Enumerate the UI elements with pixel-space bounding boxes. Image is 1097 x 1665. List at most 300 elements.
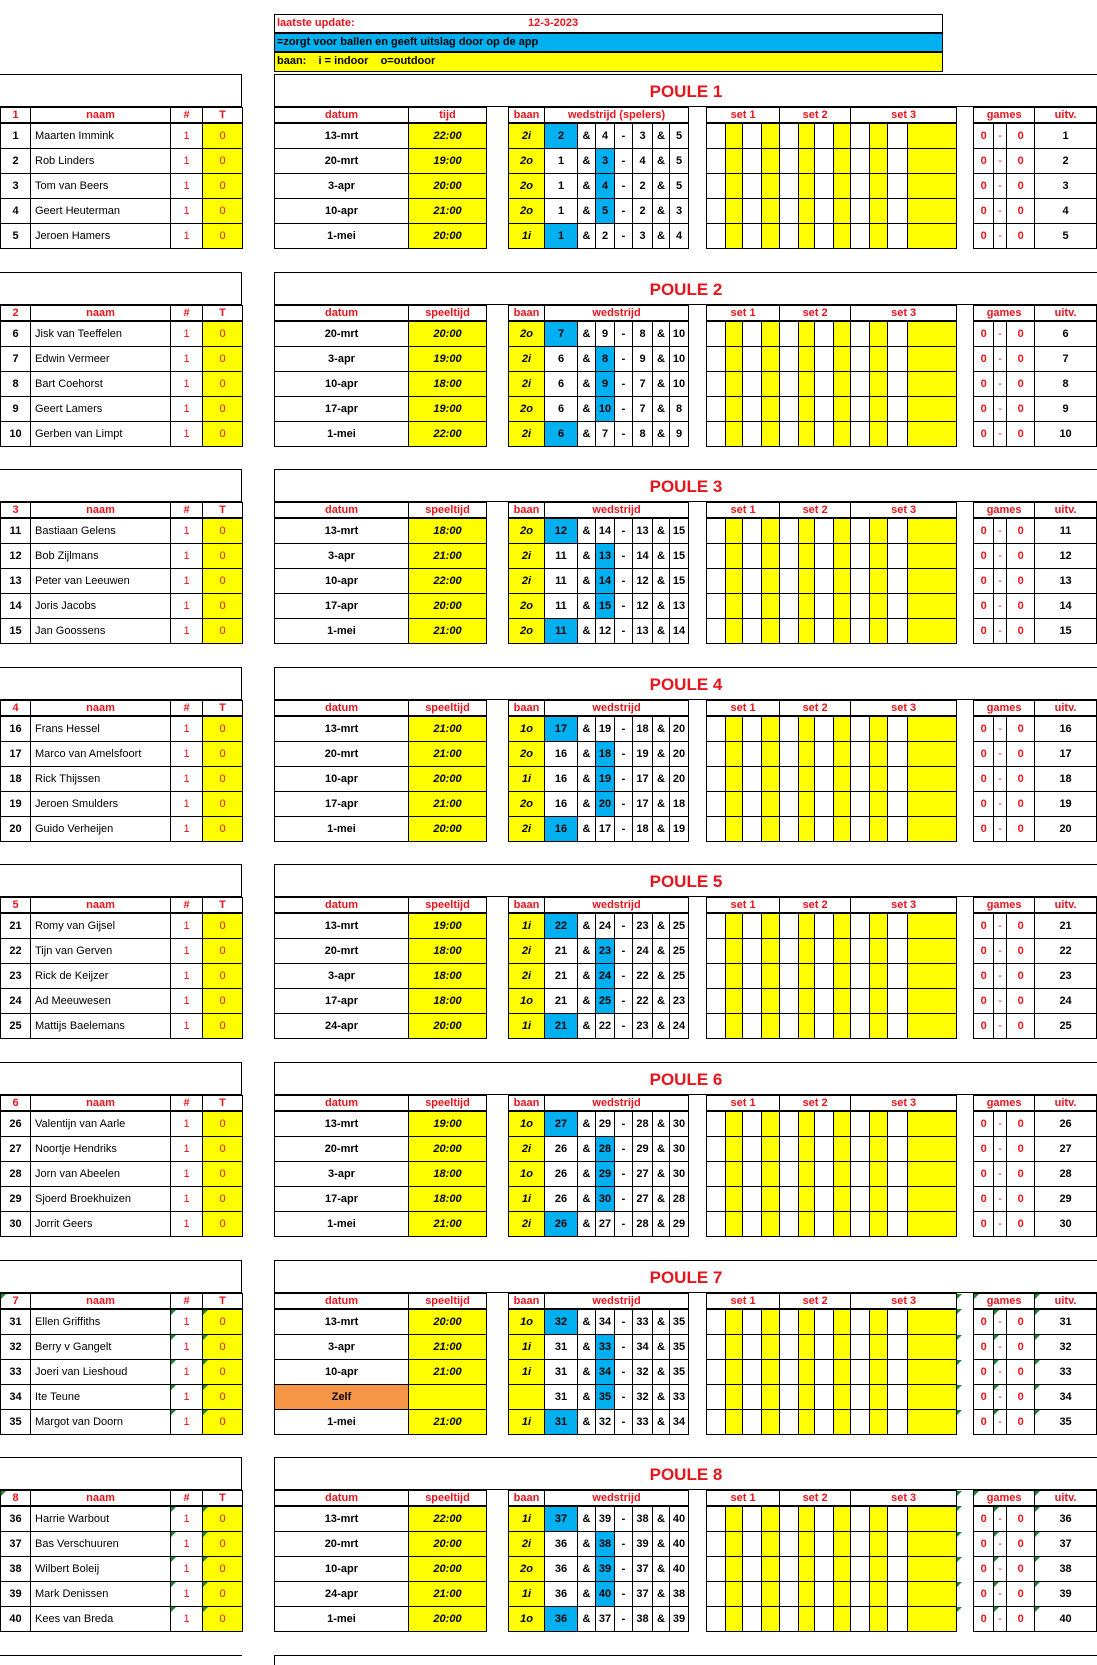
set-2-score-a[interactable] bbox=[799, 1532, 815, 1557]
player-t[interactable]: 0 bbox=[203, 817, 243, 842]
player-name[interactable]: Bart Coehorst bbox=[31, 372, 171, 397]
player-name[interactable]: Noortje Hendriks bbox=[31, 1137, 171, 1162]
set-1-score-a[interactable] bbox=[726, 569, 743, 594]
set-2-score-a[interactable] bbox=[799, 913, 815, 939]
player-nr[interactable]: 1 bbox=[171, 1187, 203, 1212]
match-date[interactable]: 17-apr bbox=[275, 397, 409, 422]
player-t[interactable]: 0 bbox=[203, 1385, 243, 1410]
match-court[interactable]: 1i bbox=[509, 1360, 545, 1385]
player-nr[interactable]: 1 bbox=[171, 397, 203, 422]
set-1-score-a[interactable] bbox=[726, 1309, 743, 1335]
set-2-score-a[interactable] bbox=[799, 742, 815, 767]
set-2-score-a[interactable] bbox=[799, 1212, 815, 1237]
set-3-score-a[interactable] bbox=[870, 347, 888, 372]
set-3-score-b[interactable] bbox=[908, 1360, 957, 1385]
match-date[interactable]: 1-mei bbox=[275, 1212, 409, 1237]
set-2-score-a[interactable] bbox=[799, 372, 815, 397]
player-nr[interactable]: 1 bbox=[171, 939, 203, 964]
match-time[interactable]: 21:00 bbox=[409, 1212, 487, 1237]
player-name[interactable]: Romy van Gijsel bbox=[31, 913, 171, 939]
player-nr[interactable]: 1 bbox=[171, 347, 203, 372]
set-3-score-b[interactable] bbox=[908, 1309, 957, 1335]
set-1-score-a[interactable] bbox=[726, 964, 743, 989]
set-1-score-a[interactable] bbox=[726, 1360, 743, 1385]
set-1-score-a[interactable] bbox=[726, 149, 743, 174]
player-name[interactable]: Wilbert Boleij bbox=[31, 1557, 171, 1582]
set-3-score-b[interactable] bbox=[908, 964, 957, 989]
player-t[interactable]: 0 bbox=[203, 913, 243, 939]
match-date[interactable]: 20-mrt bbox=[275, 321, 409, 347]
player-name[interactable]: Sjoerd Broekhuizen bbox=[31, 1187, 171, 1212]
match-time[interactable]: 19:00 bbox=[409, 1111, 487, 1137]
player-nr[interactable]: 1 bbox=[171, 1410, 203, 1435]
match-court[interactable]: 1i bbox=[509, 1335, 545, 1360]
set-2-score-b[interactable] bbox=[834, 544, 851, 569]
match-court[interactable]: 2o bbox=[509, 174, 545, 199]
match-court[interactable]: 2i bbox=[509, 347, 545, 372]
match-time[interactable]: 20:00 bbox=[409, 817, 487, 842]
match-time[interactable]: 18:00 bbox=[409, 372, 487, 397]
set-1-score-a[interactable] bbox=[726, 1506, 743, 1532]
set-2-score-b[interactable] bbox=[834, 989, 851, 1014]
match-time[interactable]: 18:00 bbox=[409, 1162, 487, 1187]
match-time[interactable]: 19:00 bbox=[409, 347, 487, 372]
match-date[interactable]: 20-mrt bbox=[275, 742, 409, 767]
set-1-score-a[interactable] bbox=[726, 397, 743, 422]
set-2-score-a[interactable] bbox=[799, 594, 815, 619]
set-2-score-b[interactable] bbox=[834, 1410, 851, 1435]
player-name[interactable]: Jeroen Hamers bbox=[31, 224, 171, 249]
set-3-score-b[interactable] bbox=[908, 817, 957, 842]
set-3-score-b[interactable] bbox=[908, 569, 957, 594]
match-date[interactable]: 13-mrt bbox=[275, 913, 409, 939]
set-2-score-b[interactable] bbox=[834, 1385, 851, 1410]
set-1-score-b[interactable] bbox=[762, 123, 780, 149]
set-1-score-b[interactable] bbox=[762, 1532, 780, 1557]
match-date[interactable]: 1-mei bbox=[275, 1607, 409, 1632]
set-3-score-b[interactable] bbox=[908, 1137, 957, 1162]
set-3-score-b[interactable] bbox=[908, 1335, 957, 1360]
player-nr[interactable]: 1 bbox=[171, 1212, 203, 1237]
match-court[interactable]: 1i bbox=[509, 767, 545, 792]
set-1-score-a[interactable] bbox=[726, 199, 743, 224]
set-3-score-b[interactable] bbox=[908, 422, 957, 447]
set-2-score-a[interactable] bbox=[799, 1385, 815, 1410]
set-1-score-a[interactable] bbox=[726, 123, 743, 149]
set-1-score-a[interactable] bbox=[726, 767, 743, 792]
set-3-score-a[interactable] bbox=[870, 321, 888, 347]
set-3-score-a[interactable] bbox=[870, 792, 888, 817]
set-1-score-a[interactable] bbox=[726, 224, 743, 249]
match-date[interactable]: 17-apr bbox=[275, 989, 409, 1014]
set-3-score-a[interactable] bbox=[870, 1582, 888, 1607]
set-3-score-a[interactable] bbox=[870, 1506, 888, 1532]
set-2-score-b[interactable] bbox=[834, 174, 851, 199]
set-2-score-a[interactable] bbox=[799, 989, 815, 1014]
set-2-score-a[interactable] bbox=[799, 1309, 815, 1335]
match-court[interactable]: 2i bbox=[509, 1532, 545, 1557]
set-3-score-a[interactable] bbox=[870, 594, 888, 619]
match-date[interactable]: 20-mrt bbox=[275, 1137, 409, 1162]
player-t[interactable]: 0 bbox=[203, 1607, 243, 1632]
set-3-score-b[interactable] bbox=[908, 939, 957, 964]
set-1-score-a[interactable] bbox=[726, 792, 743, 817]
player-t[interactable]: 0 bbox=[203, 1137, 243, 1162]
match-court[interactable]: 2o bbox=[509, 518, 545, 544]
set-3-score-b[interactable] bbox=[908, 518, 957, 544]
match-date[interactable]: 20-mrt bbox=[275, 1532, 409, 1557]
player-nr[interactable]: 1 bbox=[171, 594, 203, 619]
player-name[interactable]: Marco van Amelsfoort bbox=[31, 742, 171, 767]
set-1-score-a[interactable] bbox=[726, 716, 743, 742]
set-1-score-b[interactable] bbox=[762, 619, 780, 644]
match-court[interactable]: 1o bbox=[509, 1309, 545, 1335]
set-1-score-a[interactable] bbox=[726, 1335, 743, 1360]
set-3-score-a[interactable] bbox=[870, 1187, 888, 1212]
player-t[interactable]: 0 bbox=[203, 594, 243, 619]
set-2-score-b[interactable] bbox=[834, 1582, 851, 1607]
set-3-score-b[interactable] bbox=[908, 1111, 957, 1137]
set-2-score-a[interactable] bbox=[799, 1582, 815, 1607]
set-1-score-a[interactable] bbox=[726, 913, 743, 939]
set-1-score-a[interactable] bbox=[726, 1137, 743, 1162]
match-time[interactable]: 18:00 bbox=[409, 964, 487, 989]
set-3-score-b[interactable] bbox=[908, 742, 957, 767]
match-court[interactable]: 1i bbox=[509, 224, 545, 249]
match-date[interactable]: 3-apr bbox=[275, 544, 409, 569]
match-court[interactable]: 1i bbox=[509, 913, 545, 939]
set-3-score-a[interactable] bbox=[870, 1212, 888, 1237]
player-t[interactable]: 0 bbox=[203, 422, 243, 447]
match-court[interactable]: 2i bbox=[509, 544, 545, 569]
set-1-score-b[interactable] bbox=[762, 1309, 780, 1335]
set-1-score-b[interactable] bbox=[762, 372, 780, 397]
set-1-score-b[interactable] bbox=[762, 767, 780, 792]
set-2-score-b[interactable] bbox=[834, 1111, 851, 1137]
player-name[interactable]: Kees van Breda bbox=[31, 1607, 171, 1632]
match-court[interactable]: 2o bbox=[509, 321, 545, 347]
match-date[interactable]: 3-apr bbox=[275, 964, 409, 989]
match-court[interactable] bbox=[509, 1385, 545, 1410]
set-1-score-b[interactable] bbox=[762, 594, 780, 619]
set-3-score-a[interactable] bbox=[870, 1111, 888, 1137]
set-3-score-a[interactable] bbox=[870, 1532, 888, 1557]
player-t[interactable]: 0 bbox=[203, 1111, 243, 1137]
set-2-score-a[interactable] bbox=[799, 422, 815, 447]
set-2-score-a[interactable] bbox=[799, 1187, 815, 1212]
set-2-score-a[interactable] bbox=[799, 1506, 815, 1532]
set-1-score-a[interactable] bbox=[726, 1162, 743, 1187]
set-2-score-b[interactable] bbox=[834, 397, 851, 422]
set-1-score-a[interactable] bbox=[726, 347, 743, 372]
set-1-score-a[interactable] bbox=[726, 544, 743, 569]
set-2-score-b[interactable] bbox=[834, 1137, 851, 1162]
player-nr[interactable]: 1 bbox=[171, 792, 203, 817]
set-1-score-a[interactable] bbox=[726, 742, 743, 767]
set-3-score-a[interactable] bbox=[870, 569, 888, 594]
player-t[interactable]: 0 bbox=[203, 321, 243, 347]
match-date[interactable]: 13-mrt bbox=[275, 1111, 409, 1137]
match-time[interactable]: 18:00 bbox=[409, 1187, 487, 1212]
player-t[interactable]: 0 bbox=[203, 1557, 243, 1582]
match-time[interactable]: 21:00 bbox=[409, 619, 487, 644]
player-nr[interactable]: 1 bbox=[171, 964, 203, 989]
set-2-score-a[interactable] bbox=[799, 1360, 815, 1385]
set-2-score-a[interactable] bbox=[799, 1137, 815, 1162]
set-3-score-b[interactable] bbox=[908, 594, 957, 619]
match-court[interactable]: 2i bbox=[509, 964, 545, 989]
player-name[interactable]: Mattijs Baelemans bbox=[31, 1014, 171, 1039]
player-nr[interactable]: 1 bbox=[171, 1532, 203, 1557]
player-t[interactable]: 0 bbox=[203, 1162, 243, 1187]
player-nr[interactable]: 1 bbox=[171, 518, 203, 544]
player-t[interactable]: 0 bbox=[203, 1360, 243, 1385]
set-1-score-b[interactable] bbox=[762, 544, 780, 569]
set-1-score-b[interactable] bbox=[762, 1111, 780, 1137]
player-t[interactable]: 0 bbox=[203, 1309, 243, 1335]
set-2-score-b[interactable] bbox=[834, 817, 851, 842]
set-3-score-a[interactable] bbox=[870, 149, 888, 174]
set-2-score-b[interactable] bbox=[834, 1360, 851, 1385]
set-1-score-b[interactable] bbox=[762, 569, 780, 594]
match-court[interactable]: 1o bbox=[509, 716, 545, 742]
set-1-score-b[interactable] bbox=[762, 1410, 780, 1435]
set-2-score-b[interactable] bbox=[834, 224, 851, 249]
set-3-score-b[interactable] bbox=[908, 149, 957, 174]
set-2-score-b[interactable] bbox=[834, 1557, 851, 1582]
match-time[interactable]: 20:00 bbox=[409, 767, 487, 792]
set-2-score-a[interactable] bbox=[799, 767, 815, 792]
match-time[interactable]: 19:00 bbox=[409, 149, 487, 174]
match-time[interactable]: 20:00 bbox=[409, 1607, 487, 1632]
player-nr[interactable]: 1 bbox=[171, 913, 203, 939]
set-2-score-b[interactable] bbox=[834, 372, 851, 397]
set-2-score-b[interactable] bbox=[834, 149, 851, 174]
match-court[interactable]: 2i bbox=[509, 1212, 545, 1237]
set-2-score-a[interactable] bbox=[799, 792, 815, 817]
match-time[interactable]: 21:00 bbox=[409, 1360, 487, 1385]
set-3-score-a[interactable] bbox=[870, 123, 888, 149]
set-2-score-a[interactable] bbox=[799, 321, 815, 347]
player-nr[interactable]: 1 bbox=[171, 1506, 203, 1532]
match-date[interactable]: 10-apr bbox=[275, 199, 409, 224]
set-2-score-a[interactable] bbox=[799, 1014, 815, 1039]
player-name[interactable]: Harrie Warbout bbox=[31, 1506, 171, 1532]
set-1-score-b[interactable] bbox=[762, 964, 780, 989]
match-time[interactable]: 22:00 bbox=[409, 1506, 487, 1532]
set-3-score-a[interactable] bbox=[870, 174, 888, 199]
match-court[interactable]: 2i bbox=[509, 817, 545, 842]
set-3-score-b[interactable] bbox=[908, 347, 957, 372]
match-court[interactable]: 2o bbox=[509, 397, 545, 422]
match-date[interactable]: 17-apr bbox=[275, 792, 409, 817]
match-court[interactable]: 2i bbox=[509, 939, 545, 964]
player-t[interactable]: 0 bbox=[203, 742, 243, 767]
player-name[interactable]: Tom van Beers bbox=[31, 174, 171, 199]
set-3-score-a[interactable] bbox=[870, 224, 888, 249]
match-court[interactable]: 1o bbox=[509, 989, 545, 1014]
set-2-score-a[interactable] bbox=[799, 123, 815, 149]
match-court[interactable]: 2i bbox=[509, 569, 545, 594]
player-t[interactable]: 0 bbox=[203, 767, 243, 792]
set-1-score-b[interactable] bbox=[762, 939, 780, 964]
set-2-score-a[interactable] bbox=[799, 1557, 815, 1582]
set-3-score-b[interactable] bbox=[908, 199, 957, 224]
match-time[interactable]: 18:00 bbox=[409, 939, 487, 964]
player-name[interactable]: Edwin Vermeer bbox=[31, 347, 171, 372]
player-name[interactable]: Jorrit Geers bbox=[31, 1212, 171, 1237]
player-name[interactable]: Jan Goossens bbox=[31, 619, 171, 644]
player-t[interactable]: 0 bbox=[203, 518, 243, 544]
match-time[interactable]: 22:00 bbox=[409, 422, 487, 447]
set-2-score-b[interactable] bbox=[834, 123, 851, 149]
match-time[interactable]: 21:00 bbox=[409, 716, 487, 742]
set-3-score-b[interactable] bbox=[908, 989, 957, 1014]
match-court[interactable]: 2o bbox=[509, 619, 545, 644]
match-date[interactable]: 1-mei bbox=[275, 224, 409, 249]
set-1-score-b[interactable] bbox=[762, 1137, 780, 1162]
set-1-score-b[interactable] bbox=[762, 199, 780, 224]
set-3-score-a[interactable] bbox=[870, 1137, 888, 1162]
player-t[interactable]: 0 bbox=[203, 1410, 243, 1435]
set-2-score-b[interactable] bbox=[834, 518, 851, 544]
set-2-score-a[interactable] bbox=[799, 397, 815, 422]
match-time[interactable]: 19:00 bbox=[409, 913, 487, 939]
match-court[interactable]: 1i bbox=[509, 1506, 545, 1532]
player-nr[interactable]: 1 bbox=[171, 619, 203, 644]
set-2-score-b[interactable] bbox=[834, 939, 851, 964]
match-time[interactable]: 20:00 bbox=[409, 1137, 487, 1162]
set-3-score-a[interactable] bbox=[870, 1410, 888, 1435]
match-time[interactable]: 20:00 bbox=[409, 1557, 487, 1582]
player-name[interactable]: Ite Teune bbox=[31, 1385, 171, 1410]
match-time[interactable]: 21:00 bbox=[409, 792, 487, 817]
set-3-score-b[interactable] bbox=[908, 913, 957, 939]
player-name[interactable]: Bob Zijlmans bbox=[31, 544, 171, 569]
set-1-score-a[interactable] bbox=[726, 1607, 743, 1632]
player-t[interactable]: 0 bbox=[203, 1506, 243, 1532]
set-3-score-a[interactable] bbox=[870, 1014, 888, 1039]
set-2-score-b[interactable] bbox=[834, 1607, 851, 1632]
player-nr[interactable]: 1 bbox=[171, 1607, 203, 1632]
match-court[interactable]: 1i bbox=[509, 1582, 545, 1607]
match-court[interactable]: 2i bbox=[509, 422, 545, 447]
set-1-score-b[interactable] bbox=[762, 792, 780, 817]
set-1-score-b[interactable] bbox=[762, 716, 780, 742]
set-1-score-a[interactable] bbox=[726, 939, 743, 964]
player-name[interactable]: Ad Meeuwesen bbox=[31, 989, 171, 1014]
set-1-score-a[interactable] bbox=[726, 1212, 743, 1237]
match-court[interactable]: 1o bbox=[509, 1111, 545, 1137]
set-1-score-a[interactable] bbox=[726, 594, 743, 619]
set-1-score-b[interactable] bbox=[762, 1506, 780, 1532]
set-1-score-a[interactable] bbox=[726, 518, 743, 544]
match-date[interactable]: 10-apr bbox=[275, 569, 409, 594]
set-2-score-b[interactable] bbox=[834, 569, 851, 594]
set-2-score-b[interactable] bbox=[834, 964, 851, 989]
set-2-score-b[interactable] bbox=[834, 1162, 851, 1187]
match-date[interactable]: 20-mrt bbox=[275, 149, 409, 174]
set-2-score-b[interactable] bbox=[834, 1014, 851, 1039]
set-2-score-b[interactable] bbox=[834, 347, 851, 372]
match-time[interactable]: 22:00 bbox=[409, 569, 487, 594]
set-2-score-b[interactable] bbox=[834, 199, 851, 224]
set-2-score-a[interactable] bbox=[799, 347, 815, 372]
player-t[interactable]: 0 bbox=[203, 372, 243, 397]
set-1-score-b[interactable] bbox=[762, 1582, 780, 1607]
player-name[interactable]: Peter van Leeuwen bbox=[31, 569, 171, 594]
set-3-score-a[interactable] bbox=[870, 1385, 888, 1410]
set-1-score-b[interactable] bbox=[762, 1187, 780, 1212]
set-2-score-a[interactable] bbox=[799, 199, 815, 224]
player-name[interactable]: Bastiaan Gelens bbox=[31, 518, 171, 544]
set-3-score-b[interactable] bbox=[908, 174, 957, 199]
match-time[interactable]: 18:00 bbox=[409, 989, 487, 1014]
match-time[interactable]: 21:00 bbox=[409, 1410, 487, 1435]
player-nr[interactable]: 1 bbox=[171, 569, 203, 594]
match-court[interactable]: 2o bbox=[509, 199, 545, 224]
match-time[interactable]: 20:00 bbox=[409, 1532, 487, 1557]
set-3-score-a[interactable] bbox=[870, 989, 888, 1014]
set-1-score-a[interactable] bbox=[726, 989, 743, 1014]
player-t[interactable]: 0 bbox=[203, 1335, 243, 1360]
set-3-score-a[interactable] bbox=[870, 817, 888, 842]
set-3-score-b[interactable] bbox=[908, 767, 957, 792]
match-time[interactable]: 20:00 bbox=[409, 224, 487, 249]
set-3-score-a[interactable] bbox=[870, 1360, 888, 1385]
match-date[interactable]: 10-apr bbox=[275, 767, 409, 792]
player-name[interactable]: Guido Verheijen bbox=[31, 817, 171, 842]
match-court[interactable]: 2o bbox=[509, 792, 545, 817]
set-2-score-b[interactable] bbox=[834, 1309, 851, 1335]
match-time[interactable]: 21:00 bbox=[409, 544, 487, 569]
player-t[interactable]: 0 bbox=[203, 716, 243, 742]
player-nr[interactable]: 1 bbox=[171, 123, 203, 149]
match-court[interactable]: 2o bbox=[509, 1557, 545, 1582]
match-time[interactable]: 18:00 bbox=[409, 518, 487, 544]
match-date[interactable]: 13-mrt bbox=[275, 1309, 409, 1335]
player-name[interactable]: Ellen Griffiths bbox=[31, 1309, 171, 1335]
set-3-score-b[interactable] bbox=[908, 224, 957, 249]
set-1-score-b[interactable] bbox=[762, 817, 780, 842]
set-2-score-b[interactable] bbox=[834, 742, 851, 767]
set-3-score-b[interactable] bbox=[908, 1532, 957, 1557]
player-t[interactable]: 0 bbox=[203, 224, 243, 249]
player-t[interactable]: 0 bbox=[203, 1014, 243, 1039]
match-time[interactable]: 20:00 bbox=[409, 594, 487, 619]
set-3-score-a[interactable] bbox=[870, 619, 888, 644]
player-name[interactable]: Rob Linders bbox=[31, 149, 171, 174]
set-3-score-a[interactable] bbox=[870, 1607, 888, 1632]
set-3-score-a[interactable] bbox=[870, 742, 888, 767]
set-1-score-b[interactable] bbox=[762, 742, 780, 767]
set-3-score-a[interactable] bbox=[870, 939, 888, 964]
player-nr[interactable]: 1 bbox=[171, 1309, 203, 1335]
set-3-score-b[interactable] bbox=[908, 1014, 957, 1039]
set-1-score-b[interactable] bbox=[762, 224, 780, 249]
set-2-score-b[interactable] bbox=[834, 1187, 851, 1212]
set-3-score-a[interactable] bbox=[870, 199, 888, 224]
player-name[interactable]: Margot van Doorn bbox=[31, 1410, 171, 1435]
set-1-score-a[interactable] bbox=[726, 422, 743, 447]
set-3-score-b[interactable] bbox=[908, 544, 957, 569]
player-nr[interactable]: 1 bbox=[171, 1162, 203, 1187]
match-time[interactable]: 19:00 bbox=[409, 397, 487, 422]
set-3-score-b[interactable] bbox=[908, 321, 957, 347]
set-1-score-b[interactable] bbox=[762, 1335, 780, 1360]
set-1-score-a[interactable] bbox=[726, 1582, 743, 1607]
match-court[interactable]: 2o bbox=[509, 742, 545, 767]
